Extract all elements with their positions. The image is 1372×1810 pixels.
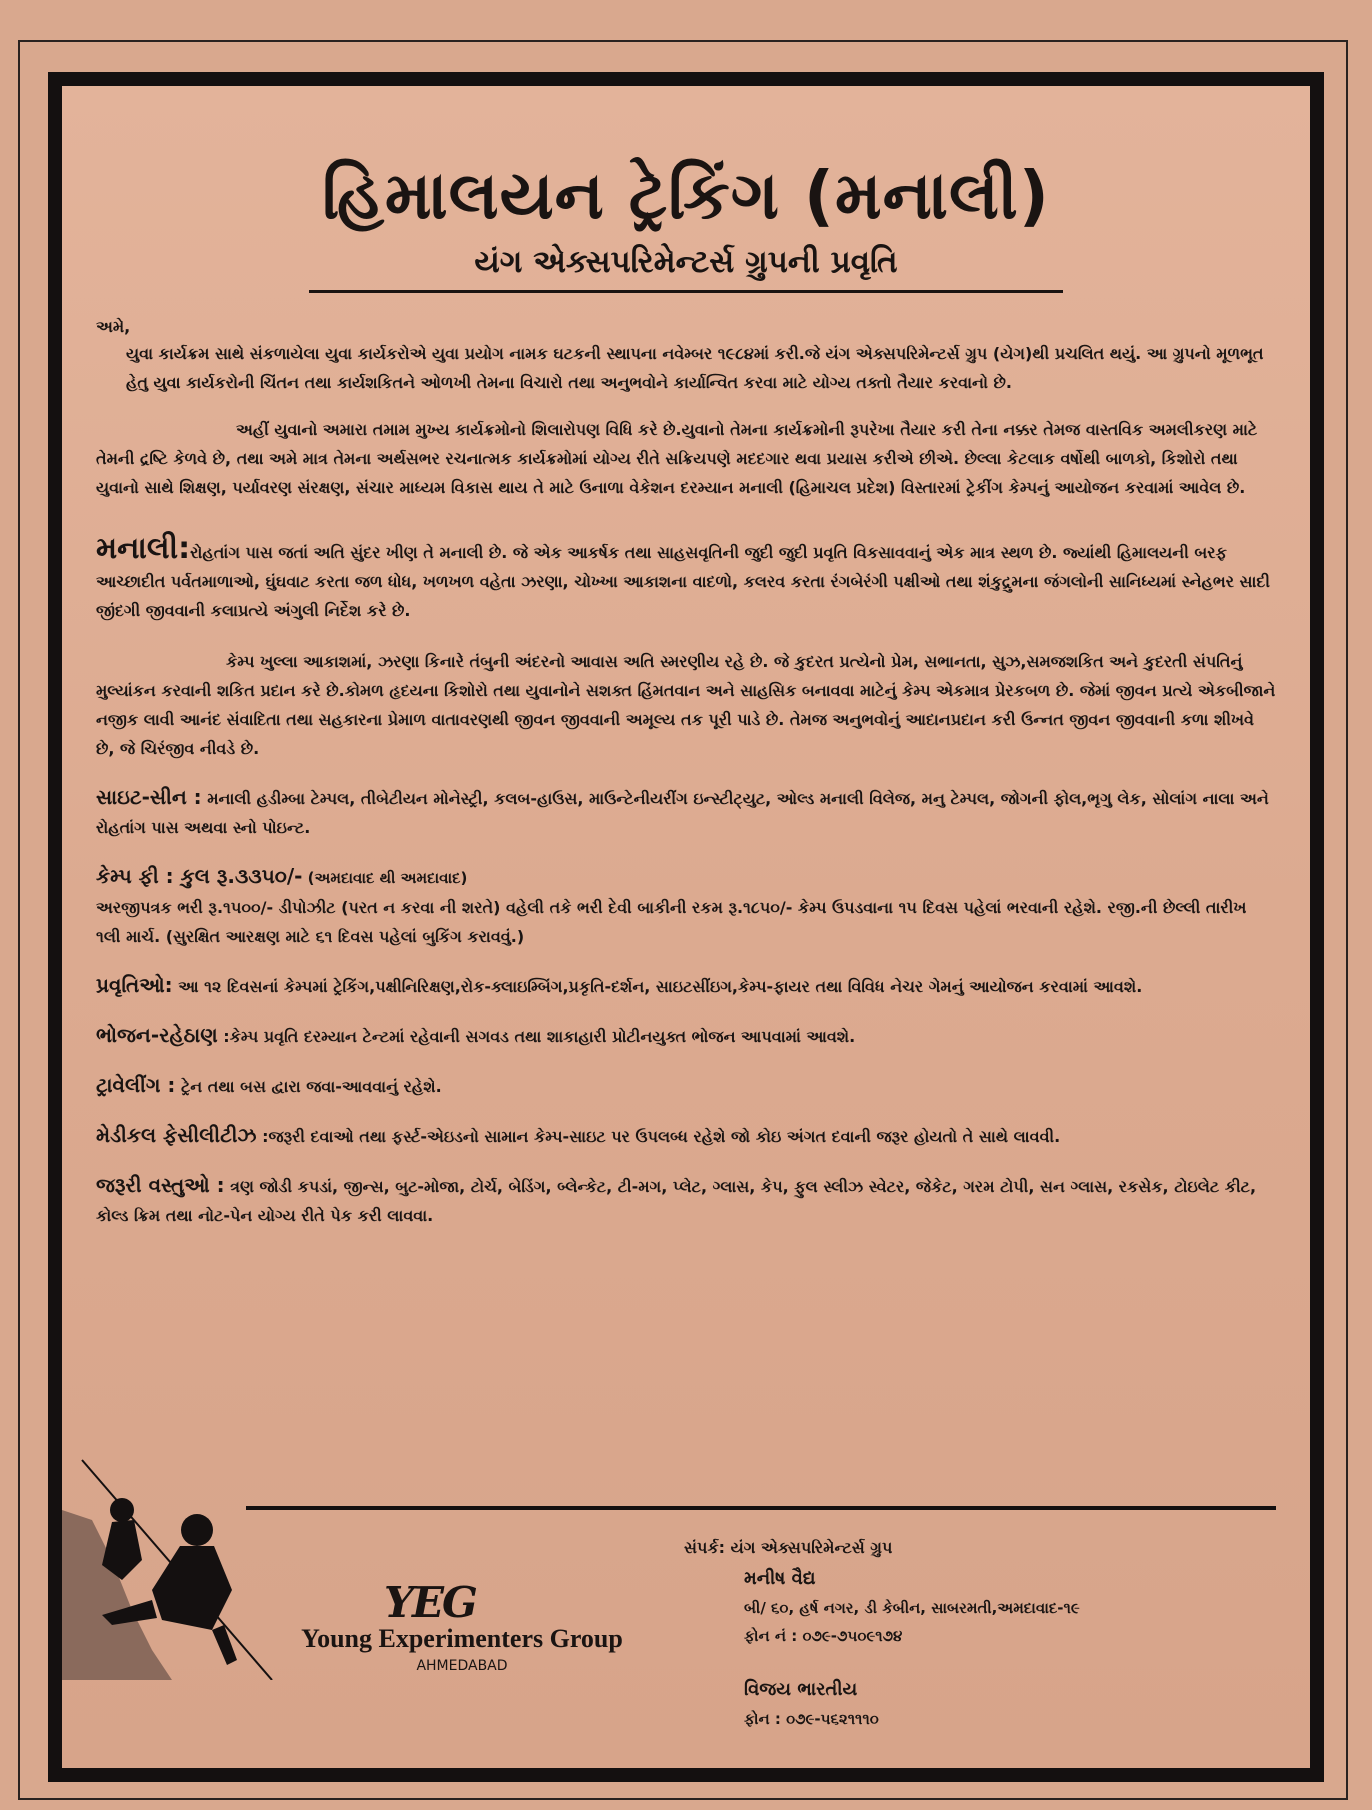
fee-note: (અમદાવાદ થી અમદાવાદ) — [302, 869, 468, 887]
fee-text: અરજીપત્રક ભરી રૂ.૧૫૦૦/- ડીપોઝીટ (પરત ન કરવા ની શરતે) વહેલી તકે ભરી દેવી બાકીની રકમ રૂ.૧૮૫૦/- કેમ્પ ઉપડવાના ૧૫ દિવસ પહેલાં ભરવાની રહેશે. રજી.ની છેલ્લી તારીખ ૧લી માર્ચ. (સુરક્ષિત આરક્ષણ માટે ૬૧ દિવસ પહેલાં બુકિંગ કરાવવું.) — [96, 898, 1247, 946]
programs-paragraph: અહીં યુવાનો અમારા તમામ મુખ્ય કાર્યક્રમોનો શિલારોપણ વિધિ કરે છે.યુવાનો તેમના કાર્યક્રમોની રૂપરેખા તૈયાર કરી તેના નક્કર તેમજ વાસ્તવિક અમલીકરણ માટે તેમની દ્રષ્ટિ કેળવે છે, તથા અમે માત્ર તેમના અર્થસભર રચનાત્મક કાર્યક્રમોમાં યોગ્ય રીતે સક્રિયપણે મદદગાર થવા પ્રયાસ કરીએ છીએ. છેલ્લા કેટલાક વર્ષોથી બાળકો, કિશોરો તથા યુવાનો સાથે શિક્ષણ, પર્યાવરણ સંરક્ષણ, સંચાર માધ્યમ વિકાસ થાય તે માટે ઉનાળા વેકેશન દરમ્યાન મનાલી (હિમાચલ પ્રદેશ) વિસ્તારમાં ટ્રેકીંગ કેમ્પનું આયોજન કરવામાં આવેલ છે. — [96, 420, 1258, 497]
contact-phone-2: ફોન : ૦૭૯-૫૬૨૧૧૧૦ — [744, 1710, 879, 1728]
sightseeing-heading: સાઇટ-સીન : — [96, 785, 202, 809]
sightseeing-text: મનાલી હડીમ્બા ટેમ્પલ, તીબેટીયન મોનેસ્ટ્રી, કલબ-હાઉસ, માઉન્ટેનીયરીંગ ઇન્સ્ટીટ્યુટ, ઓલ્ડ મનાલી વિલેજ, મનુ ટેમ્પલ, જોગની ફોલ,ભૃગુ લેક, સોલાંગ નાલા અને રોહતાંગ પાસ અથવા સ્નો પોઇન્ટ. — [96, 789, 1269, 837]
food-text: :કેમ્પ પ્રવૃતિ દરમ્યાન ટેન્ટમાં રહેવાની સગવડ તથા શાકાહારી પ્રોટીનયુક્ત ભોજન આપવામાં આવશે. — [217, 1027, 856, 1046]
travel-heading: ટ્રાવેલીંગ : — [96, 1073, 176, 1097]
intro-paragraph: યુવા કાર્યક્રમ સાથે સંકળાયેલા યુવા કાર્યકરોએ યુવા પ્રયોગ નામક ઘટકની સ્થાપના નવેમ્બર ૧૯૮૪માં કરી.જે યંગ એક્સપરિમેન્ટર્સ ગ્રુપ (યેગ)થી પ્રચલિત થયું. આ ગ્રુપનો મૂળભૂત હેતુ યુવા કાર્યકરોની ચિંતન તથા કાર્યશકિતને ઓળખી તેમના વિચારો તથા અનુભવોને કાર્યાન્વિત કરવા માટે યોગ્ય તક્તો તૈયાર કરવાનો છે. — [126, 344, 1264, 392]
manali-section — [96, 531, 1276, 625]
food-heading: ભોજન-રહેઠાણ — [96, 1023, 218, 1047]
footer — [96, 1510, 1276, 1768]
title-underline — [309, 290, 1063, 293]
contact-phone-1: ફોન નં : ૦૭૯-૭૫૦૯૧૭૪ — [744, 1627, 903, 1645]
contact-label: સંપર્ક: યંગ એક્સપરિમેન્ટર્સ ગ્રુપ — [684, 1538, 893, 1557]
poster — [48, 72, 1324, 1782]
travel-section — [96, 1071, 1276, 1101]
camp-paragraph: કેમ્પ ખુલ્લા આકાશમાં, ઝરણા કિનારે તંબુની અંદરનો આવાસ અતિ સ્મરણીય રહે છે. જે કુદરત પ્રત્યેનો પ્રેમ, સભાનતા, સુઝ,સમજશકિત અને કુદરતી સંપતિનું મુલ્યાંકન કરવાની શકિત પ્રદાન કરે છે.કોમળ હૃદયના કિશોરો તથા યુવાનોને સશક્ત હિંમતવાન અને સાહસિક બનાવવા માટેનું કેમ્પ એકમાત્ર પ્રેરકબળ છે. જેમાં જીવન પ્રત્યે એકબીજાને નજીક લાવી આનંદ સંવાદિતા તથા સહકારના પ્રેમાળ વાતાવરણથી જીવન જીવવાની અમૂલ્ય તક પૂરી પાડે છે. તેમજ અનુભવોનું આદાનપ્રદાન કરી ઉન્નત જીવન જીવવાની કળા શીખવે છે, જે ચિરંજીવ નીવડે છે. — [96, 652, 1276, 758]
fee-section — [96, 862, 1276, 951]
medical-text: :જરૂરી દવાઓ તથા ફર્સ્ટ-એઇડનો સામાન કેમ્પ-સાઇટ પર ઉપલબ્ધ રહેશે જો કોઇ અંગત દવાની જરૂર હોયતો તે સાથે લાવવી. — [256, 1127, 1061, 1146]
contact-block — [684, 1538, 1284, 1728]
travel-text: ટ્રેન તથા બસ દ્વારા જવા-આવવાનું રહેશે. — [175, 1077, 442, 1096]
organization-name: Young Experimenters Group — [301, 1624, 623, 1653]
yeg-logo: YEG — [384, 1578, 476, 1627]
contact-address: બી/ ૬૦, હર્ષ નગર, ડી કેબીન, સાબરમતી,અમદાવાદ-૧૯ — [744, 1599, 1080, 1617]
poster-content — [96, 86, 1276, 1768]
sightseeing-section — [96, 783, 1276, 842]
activities-text: આ ૧૨ દિવસનાં કેમ્પમાં ટ્રેકિંગ,પક્ષીનિરિક્ષણ,રોક-ક્લાઇમ્બિંગ,પ્રકૃતિ-દર્શન, સાઇટસીંઇગ,કેમ્પ-ફાયર તથા વિવિધ નેચર ગેમનું આયોજન કરવામાં આવશે. — [172, 977, 1143, 996]
essentials-section — [96, 1171, 1276, 1230]
greeting: અમે, — [96, 317, 131, 336]
activities-heading: પ્રવૃતિઓ: — [96, 973, 173, 997]
poster-subtitle: યંગ એક્સપરિમેન્ટર્સ ગ્રુપની પ્રવૃતિ — [474, 244, 898, 280]
manali-heading: મનાલી: — [96, 531, 191, 566]
medical-section — [96, 1121, 1276, 1151]
activities-section — [96, 971, 1276, 1001]
medical-heading: મેડીકલ ફેસીલીટીઝ — [96, 1123, 257, 1147]
manali-text: રોહતાંગ પાસ જતાં અતિ સુંદર ખીણ તે મનાલી છે. જે એક આકર્ષક તથા સાહસવૃતિની જુદી જુદી પ્રવૃતિ વિકસાવવાનું એક માત્ર સ્થળ છે. જ્યાંથી હિમાલયની બરફ આચ્છાદીત પર્વતમાળાઓ, ઘુંઘવાટ કરતા જળ ધોધ, ખળખળ વહેતા ઝરણા, ચોખ્ખા આકાશના વાદળો, કલરવ કરતા રંગબેરંગી પક્ષીઓ તથા શંકુદ્રુમના જંગલોની સાનિધ્યમાં સ્નેહભર સાદી જીંદગી જીવવાની કલાપ્રત્યે અંગુલી નિર્દેશ કરે છે. — [96, 543, 1270, 620]
rock-climber-icon — [62, 1450, 292, 1680]
essentials-heading: જરૂરી વસ્તુઓ : — [96, 1173, 225, 1197]
contact-person-2: વિજય ભારતીય — [744, 1679, 858, 1700]
food-section — [96, 1021, 1276, 1051]
essentials-text: ત્રણ જોડી કપડાં, જીન્સ, બુટ-મોજા, ટોર્ચ, બેડિંગ, બ્લેન્કેટ, ટી-મગ, પ્લેટ, ગ્લાસ, કેપ, ફુલ સ્લીઝ સ્વેટર, જેકેટ, ગરમ ટોપી, સન ગ્લાસ, રકસેક, ટોઇલેટ કીટ, કોલ્ડ ક્રિમ તથા નોટ-પેન યોગ્ય રીતે પેક કરી લાવવા. — [96, 1177, 1257, 1225]
organization-city: AHMEDABAD — [416, 1658, 508, 1674]
poster-title: હિમાલયન ટ્રેકિંગ (મનાલી) — [322, 157, 1050, 234]
fee-heading: કેમ્પ ફી : કુલ રૂ.૩૩૫૦/- — [96, 864, 303, 888]
contact-person-1: મનીષ વૈદ્ય — [744, 1568, 816, 1589]
